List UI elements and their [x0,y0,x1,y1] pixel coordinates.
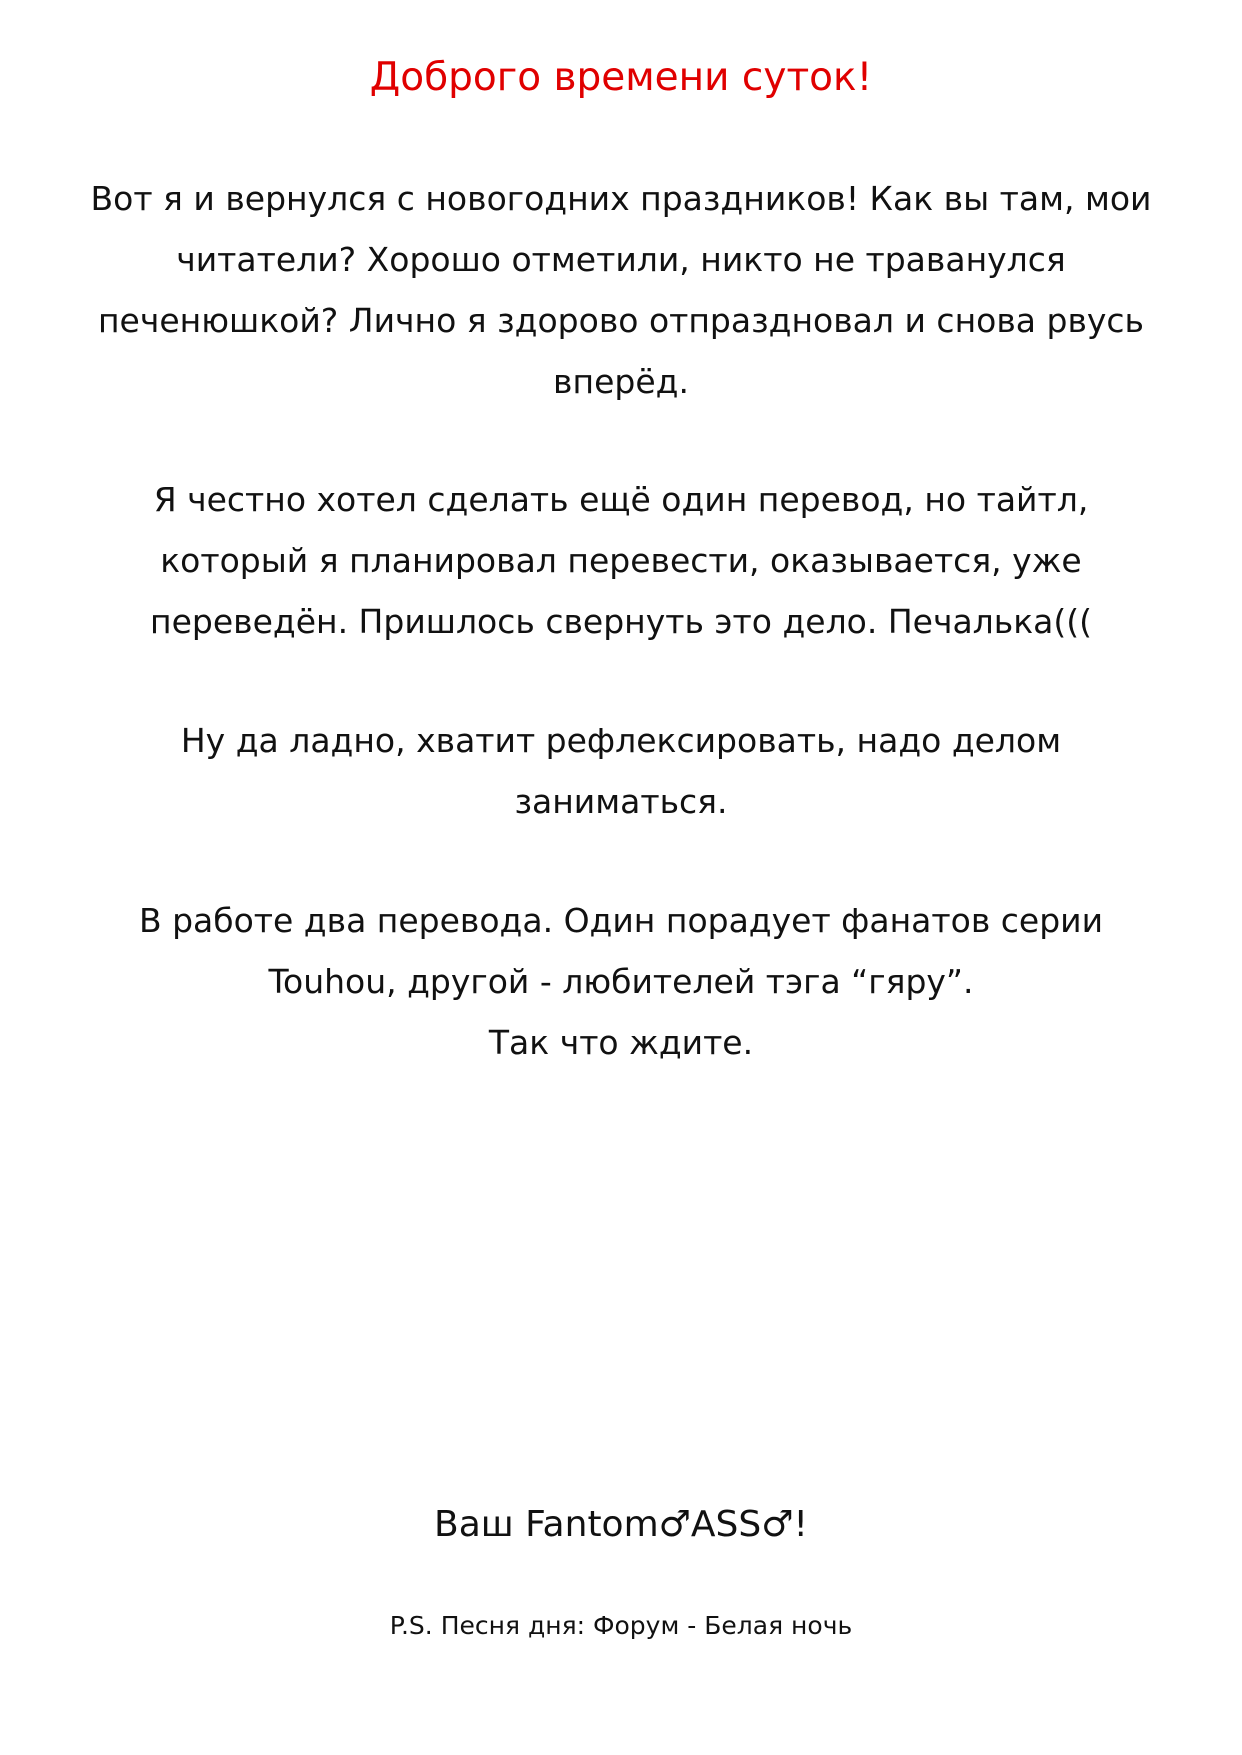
paragraph-line: Touhou, другой - любителей тэга “гяру”. [268,962,974,1001]
paragraph-line: Так что ждите. [488,1023,754,1062]
paragraph-line: вперёд. [553,362,689,401]
paragraph-return [60,168,1182,412]
paragraph-line: печенюшкой? Лично я здорово отпраздновал и снова рвусь [97,301,1145,340]
paragraph-line: который я планировал перевести, оказывается, уже [160,541,1082,580]
paragraph-line: В работе два перевода. Один порадует фанатов серии [138,901,1104,940]
paragraph-line: читатели? Хорошо отметили, никто не траванулся [176,240,1066,279]
paragraph-work-in-progress [60,890,1182,1073]
paragraph-line: Я честно хотел сделать ещё один перевод, но тайтл, [153,480,1089,519]
paragraph-translation-cancelled [60,469,1182,652]
greeting-heading: Доброго времени суток! [369,55,873,100]
paragraph-line: переведён. Пришлось свернуть это дело. Печалька((( [150,602,1092,641]
paragraph-line: Ну да ладно, хватит рефлексировать, надо делом [180,721,1062,760]
paragraph-line: заниматься. [514,782,728,821]
postscript: P.S. Песня дня: Форум - Белая ночь [389,1611,853,1640]
paragraph-line: Вот я и вернулся с новогодних праздников! Как вы там, мои [90,179,1152,218]
paragraph-get-to-work [60,710,1182,832]
signature: Ваш Fantom♂ASS♂! [434,1504,808,1545]
